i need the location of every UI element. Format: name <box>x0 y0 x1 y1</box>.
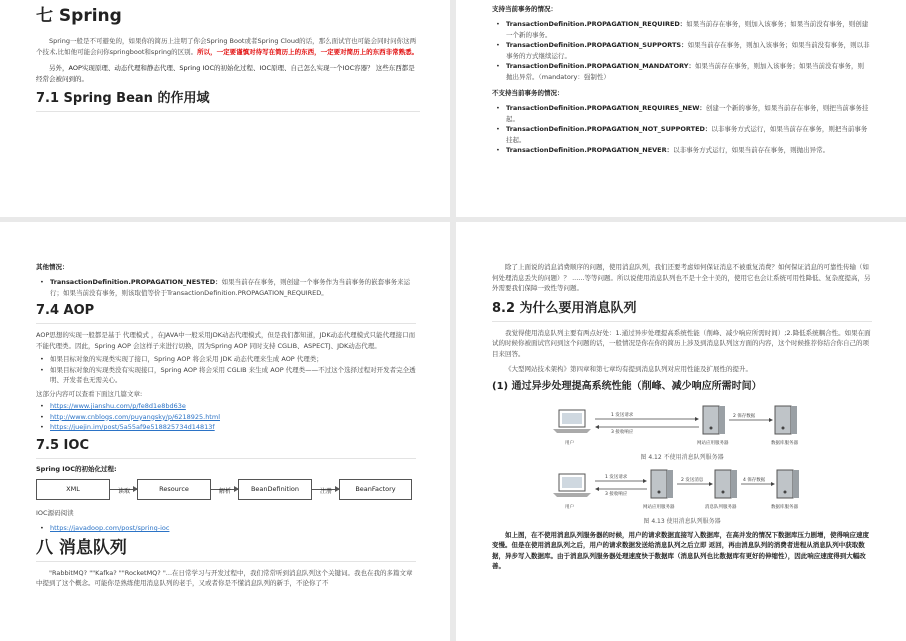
reference-links <box>36 401 416 433</box>
flow-arrow: 解析 <box>211 489 238 490</box>
list-item <box>36 401 416 412</box>
other-cases-list <box>36 277 416 298</box>
subsection-heading-aop: 7.4 AOP <box>36 302 416 324</box>
ioc-flow-diagram <box>36 474 416 502</box>
edge-label: 1 发送请求 <box>611 412 634 418</box>
spring-topics-paragraph: 另外，AOP实现原理、动态代理和静态代理、Spring IOC的初始化过程、IOC原理、自己怎么实现一个IOC容器？ 这些东西都是经常会被问到的。 <box>36 64 415 83</box>
queue-server-icon <box>715 470 737 498</box>
edge-label: 2 保存数据 <box>733 413 756 419</box>
reference-link[interactable]: http://www.cnblogs.com/puyangsky/p/6218925.html <box>50 412 220 421</box>
list-item <box>36 523 416 534</box>
list-item: • TransactionDefinition.PROPAGATION_REQUIRED：如果当前存在事务，则加入该事务；如果当前没有事务，则创建一个新的事务。 <box>492 19 870 40</box>
list-item <box>36 412 416 423</box>
laptop-icon <box>553 410 591 433</box>
aop-paragraph: AOP思想的实现一般都是基于 代理模式 ，在JAVA中一般采用JDK动态代理模式，但是我们都知道，JDK动态代理模式只能代理接口而不能代理类。因此，Spring AOP 会这样子来进行切换，因为Spring AOP 同时支持 CGLIB、ASPECTJ、JDK动态代理。 <box>36 331 416 350</box>
figure-with-mq <box>547 464 817 526</box>
document-page-2 <box>456 0 906 217</box>
figure-caption: 图 4.13 使用消息队列服务器 <box>643 517 721 525</box>
server-icon <box>703 406 725 434</box>
mq-benefits-paragraph: 我觉得使用消息队列主要有两点好处：1.通过异步处理提高系统性能（削峰、减少响应所需时间）;2.降低系统耦合性。如果在面试的时候你被面试官问到这个问题的话，一般情况是你在你的简历上涉及到消息队列这方面的内容，这个时候推荐你结合你自己的项目来回答。 <box>492 328 871 358</box>
nosupport-transaction-title: 不支持当前事务的情况： <box>492 89 564 97</box>
edge-label: 3 接收响应 <box>611 429 634 435</box>
ioc-source-label: IOC源码阅读 <box>36 508 74 517</box>
flow-box-beanfactory: BeanFactory <box>339 479 412 500</box>
database-server-icon <box>775 406 797 434</box>
warning-text: 所以，一定要谨慎对待写在简历上的东西，一定要对简历上的东西非常熟悉。 <box>197 47 419 56</box>
list-item: • TransactionDefinition.PROPAGATION_NESTED：如果当前存在事务，则创建一个事务作为当前事务的嵌套事务来运行；如果当前没有事务，则该取值等价于TransactionDefinition.PROPAGATION_REQUIRED。 <box>36 277 416 298</box>
node-label: 数据库服务器 <box>771 440 798 446</box>
subsection-heading-why-mq: 8.2 为什么要用消息队列 <box>492 300 872 322</box>
support-transaction-title: 支持当前事务的情况： <box>492 5 557 13</box>
node-label: 网站应用服务器 <box>643 504 675 510</box>
async-heading: (1) 通过异步处理提高系统性能（削峰、减少响应所需时间） <box>492 380 762 392</box>
list-item: • 如果目标对象的实现类没有实现接口，Spring AOP 将会采用 CGLIB 来生成 AOP 代理类——不过这个选择过程对开发者完全透明、开发者也无需关心。 <box>36 365 416 386</box>
support-transaction-list <box>492 19 870 82</box>
edge-label: 3 接收响应 <box>605 491 628 497</box>
document-page-3 <box>0 222 450 641</box>
edge-label: 2 发送消息 <box>681 477 704 483</box>
spring-intro-paragraph: Spring一般是不可避免的，如果你的简历上注明了你会Spring Boot或者Spring Cloud的话，那么面试官也可能会同时问你这两个技术,比如他可能会问你springboot和spring的区别。所以，一定要谨慎对待写在简历上的东西，一定要对简历上的东西非常熟悉。 <box>36 37 419 56</box>
node-label: 网站应用服务器 <box>697 440 729 446</box>
ioc-source-link[interactable]: https://javadoop.com/post/spring-ioc <box>50 524 170 532</box>
list-item: • TransactionDefinition.PROPAGATION_NEVER：以非事务方式运行，如果当前存在事务，则抛出异常。 <box>492 145 870 156</box>
section-heading-message-queue: 八 消息队列 <box>36 538 416 562</box>
reference-link[interactable]: https://juejin.im/post/5a55af9e518825734d14813f <box>50 423 215 431</box>
database-server-icon <box>777 470 799 498</box>
mq-intro-paragraph: "RabbitMQ? ""Kafka? ""RocketMQ? "...在日常学习与开发过程中，我们常常听到消息队列这个关键词。我也在我的多篇文章中提到了这个概念。可能你是熟练使用消息队列的老手，又或者你是不懂消息队列的新手，不论你了不 <box>36 568 413 587</box>
list-item: • 如果目标对象的实现类实现了接口，Spring AOP 将会采用 JDK 动态代理来生成 AOP 代理类； <box>36 354 416 365</box>
flow-box-xml: XML <box>36 479 110 500</box>
subsection-heading-ioc: 7.5 IOC <box>36 437 416 459</box>
list-item: • TransactionDefinition.PROPAGATION_REQUIRES_NEW：创建一个新的事务，如果当前存在事务，则把当前事务挂起。 <box>492 103 870 124</box>
links-intro: 这部分内容可以查看下面这几篇文章: <box>36 389 143 398</box>
flow-box-resource: Resource <box>137 479 211 500</box>
subsection-heading-bean-scope: 7.1 Spring Bean 的作用域 <box>36 90 420 112</box>
mq-issues-paragraph: 除了上面说的消息消费顺序的问题，使用消息队列，我们还要考虑如何保证消息不被重复消费？如何保证消息的可靠性传输（如何处理消息丢失的问题）？ ......等等问题。所以说使用消息队列也不是十全十美的，使用它也会让系统可用性降低、复杂度提高，另外需要我们保障一致性等问题。 <box>492 263 871 292</box>
node-label: 用户 <box>565 440 574 446</box>
flow-arrow: 注册 <box>312 489 339 490</box>
other-cases-title: 其他情况： <box>36 263 69 271</box>
node-label: 数据库服务器 <box>771 504 798 510</box>
figure-no-mq <box>547 400 817 462</box>
book-reference-paragraph: 《大型网站技术架构》第四章和第七章均有提到消息队列对应用性能及扩展性的提升。 <box>505 365 752 373</box>
list-item: • TransactionDefinition.PROPAGATION_SUPPORTS：如果当前存在事务，则加入该事务；如果当前没有事务，则以非事务的方式继续运行。 <box>492 40 870 61</box>
aop-list <box>36 354 416 386</box>
server-icon <box>651 470 673 498</box>
list-item: • TransactionDefinition.PROPAGATION_NOT_SUPPORTED：以非事务方式运行，如果当前存在事务，则把当前事务挂起。 <box>492 124 870 145</box>
nosupport-transaction-list <box>492 103 870 156</box>
reference-link[interactable]: https://www.jianshu.com/p/fe8d1e8bd63e <box>50 402 186 410</box>
node-label: 消息队列服务器 <box>705 504 737 510</box>
section-heading-spring: 七 Spring <box>36 6 122 26</box>
document-page-1 <box>0 0 450 217</box>
edge-label: 1 发送请求 <box>605 474 628 480</box>
list-item <box>36 422 416 433</box>
figure-caption: 图 4.12 不使用消息队列服务器 <box>640 453 724 461</box>
flow-box-beandefinition: BeanDefinition <box>238 479 312 500</box>
ioc-link-list <box>36 523 416 534</box>
edge-label: 4 保存数据 <box>743 477 766 483</box>
node-label: 用户 <box>565 504 574 510</box>
async-explanation-paragraph: 如上图，在不使用消息队列服务器的时候，用户的请求数据直接写入数据库，在高并发的情况下数据库压力剧增，使得响应速度变慢。但是在使用消息队列之后，用户的请求数据发送给消息队列之后立即 返回，再由消息队列的消费者进程从消息队列中获取数据，异步写入数据库。由于消息队列服务器处理速度快于数据库（消息队列也比数据库有更好的伸缩性），因此响应速度得到大幅改善。 <box>492 530 869 570</box>
laptop-icon <box>553 474 591 497</box>
document-page-4 <box>456 222 906 641</box>
list-item: • TransactionDefinition.PROPAGATION_MANDATORY：如果当前存在事务，则加入该事务；如果当前没有事务，则抛出异常。（mandatory：强制性） <box>492 61 870 82</box>
ioc-init-title: Spring IOC的初始化过程: <box>36 464 117 473</box>
flow-arrow: 读取 <box>110 489 137 490</box>
